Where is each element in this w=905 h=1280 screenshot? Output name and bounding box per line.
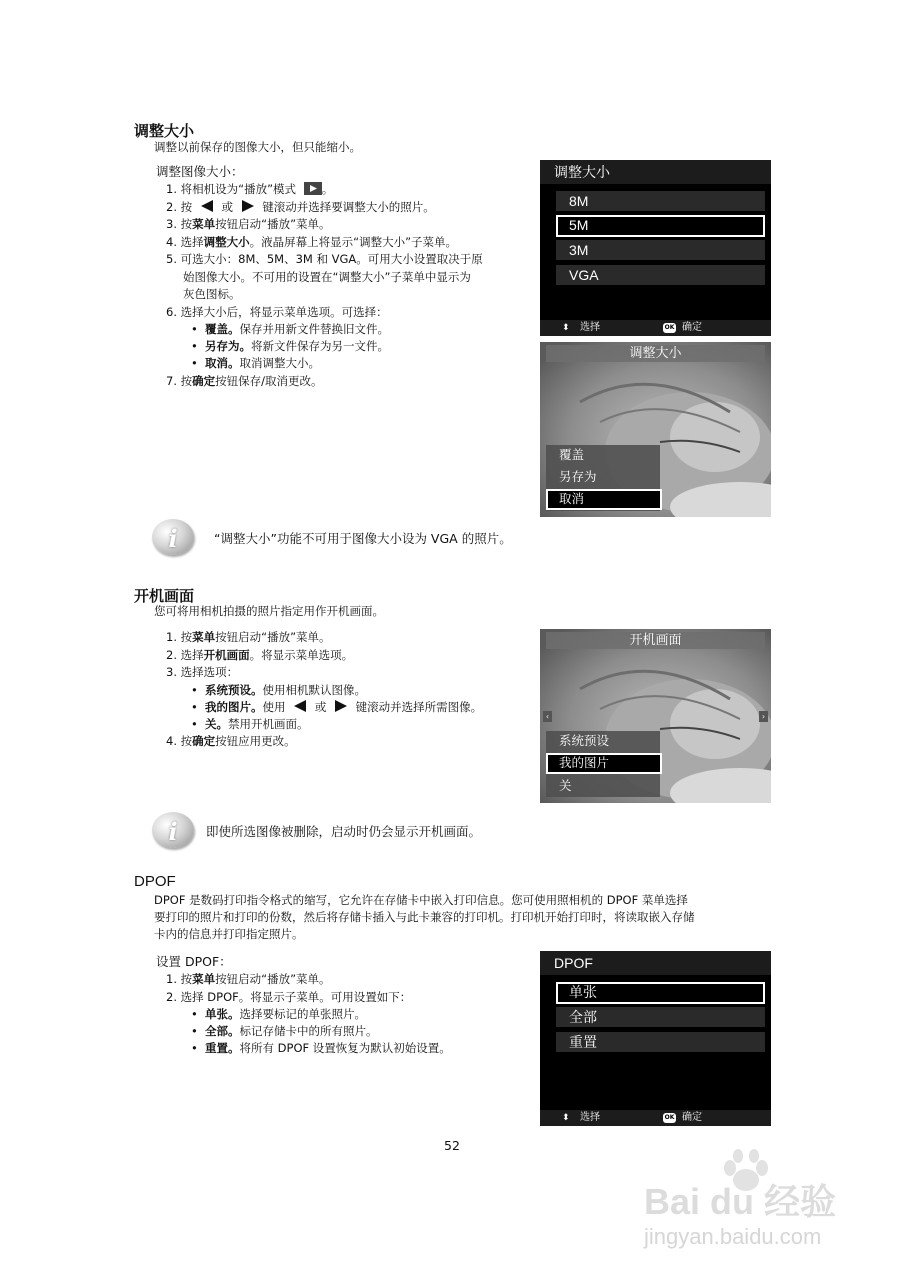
up-down-arrows-icon: ⬍ xyxy=(562,323,570,333)
baidu-watermark xyxy=(640,1148,880,1258)
info-note-icon: i xyxy=(152,519,194,555)
dpof-menu-item-reset[interactable]: 重置 xyxy=(556,1032,765,1052)
dpof-step-2: 2. 选择 DPOF。将显示子菜单。可用设置如下： xyxy=(166,989,412,1004)
startup-photo-screen xyxy=(540,629,771,803)
chevron-left-icon[interactable]: ‹ xyxy=(543,711,552,722)
resize-step-3: 3. 按菜单按钮启动“播放”菜单。 xyxy=(166,217,331,231)
footer-ok-label: 确定 xyxy=(682,1112,702,1123)
dpof-intro-line3: 卡内的信息并打印指定照片。 xyxy=(154,927,304,941)
dpof-menu-item-single[interactable]: 单张 xyxy=(556,982,765,1004)
resize-menu-screen xyxy=(540,160,771,336)
dpof-menu-title: DPOF xyxy=(540,951,771,975)
dpof-steps xyxy=(166,971,411,1006)
dpof-bullet-all: • 全部。标记存储卡中的所有照片。 xyxy=(205,1023,378,1041)
resize-menu-item-5m[interactable]: 5M xyxy=(556,215,765,237)
watermark-brand: Bai du 经验 xyxy=(644,1181,837,1222)
resize-option-cancel[interactable]: 取消 xyxy=(546,489,662,510)
resize-step-5-cont2: 灰色图标。 xyxy=(183,287,241,301)
startup-option-mypicture[interactable]: 我的图片 xyxy=(546,753,662,774)
dpof-menu-screen xyxy=(540,951,771,1126)
resize-step-5-cont: 始图像大小。不可用的设置在“调整大小”子菜单中显示为 xyxy=(183,269,471,284)
resize-bullet-saveas: • 另存为。将新文件保存为另一文件。 xyxy=(205,338,389,356)
right-triangle-icon xyxy=(241,200,255,212)
resize-note: “调整大小”功能不可用于图像大小设为 VGA 的照片。 xyxy=(214,531,512,546)
dpof-intro-line2: 要打印的照片和打印的份数，然后将存储卡插入与此卡兼容的打印机。打印机开始打印时，将读取嵌入存储 xyxy=(154,910,695,924)
resize-bullet-cancel: • 取消。取消调整大小。 xyxy=(205,355,320,373)
resize-option-overwrite[interactable]: 覆盖 xyxy=(559,447,585,462)
footer-ok-label: 确定 xyxy=(682,322,702,333)
startup-bullet-default: • 系统预设。使用相机默认图像。 xyxy=(205,682,366,700)
resize-menu-item-vga[interactable]: VGA xyxy=(556,265,765,285)
resize-step-6: 6. 选择大小后，将显示菜单选项。可选择： xyxy=(166,304,388,319)
startup-intro: 您可将用相机拍摄的照片指定用作开机画面。 xyxy=(154,604,384,618)
chevron-right-icon[interactable]: › xyxy=(759,711,768,722)
ok-button-icon: OK xyxy=(664,1114,675,1121)
dpof-step-1: 1. 按菜单按钮启动“播放”菜单。 xyxy=(166,972,331,986)
startup-photo-title: 开机画面 xyxy=(546,632,765,649)
dpof-bullet-reset: • 重置。将所有 DPOF 设置恢复为默认初始设置。 xyxy=(205,1040,451,1058)
resize-menu-item-8m[interactable]: 8M xyxy=(556,191,765,211)
section-heading-resize: 调整大小 xyxy=(134,122,195,140)
up-down-arrows-icon: ⬍ xyxy=(562,1113,570,1123)
dpof-menu-item-all[interactable]: 全部 xyxy=(556,1007,765,1027)
section-heading-dpof: DPOF xyxy=(134,873,176,890)
resize-step-7: 7. 按确定按钮保存/取消更改。 xyxy=(166,374,323,388)
page-number: 52 xyxy=(444,1138,460,1153)
startup-step-4: 4. 按确定按钮应用更改。 xyxy=(166,734,296,748)
right-triangle-icon xyxy=(334,700,348,712)
watermark-url: jingyan.baidu.com xyxy=(644,1224,822,1249)
resize-step-4: 4. 选择调整大小。液晶屏幕上将显示“调整大小”子菜单。 xyxy=(166,234,458,249)
startup-steps xyxy=(166,629,353,682)
resize-bullet-overwrite: • 覆盖。保存并用新文件替换旧文件。 xyxy=(205,321,389,339)
resize-step-2: 2. 按 或 键滚动并选择要调整大小的照片。 xyxy=(166,199,435,214)
resize-photo-screen xyxy=(540,342,771,517)
ok-button-icon: OK xyxy=(664,324,675,331)
left-triangle-icon xyxy=(200,200,214,212)
resize-menu-item-3m[interactable]: 3M xyxy=(556,240,765,260)
section-heading-startup: 开机画面 xyxy=(134,587,195,605)
info-note-icon: i xyxy=(152,812,194,848)
left-triangle-icon xyxy=(293,700,307,712)
dpof-subheading: 设置 DPOF： xyxy=(156,954,232,969)
startup-step-2: 2. 选择开机画面。将显示菜单选项。 xyxy=(166,647,354,662)
startup-note: 即使所选图像被删除，启动时仍会显示开机画面。 xyxy=(206,824,482,839)
dpof-intro-line1: DPOF 是数码打印指令格式的缩写，它允许在存储卡中嵌入打印信息。您可使用照相机的 DPOF 菜单选择 xyxy=(154,893,688,907)
play-mode-icon xyxy=(304,182,322,195)
footer-select-label: 选择 xyxy=(580,1112,600,1123)
startup-bullet-off: • 关。禁用开机画面。 xyxy=(205,716,309,734)
resize-steps xyxy=(166,181,483,321)
resize-step-5: 5. 可选大小：8M、5M、3M 和 VGA。可用大小设置取决于原 xyxy=(166,252,483,266)
resize-menu-footer xyxy=(540,320,771,336)
startup-step-1: 1. 按菜单按钮启动“播放”菜单。 xyxy=(166,630,331,644)
startup-option-default[interactable]: 系统预设 xyxy=(559,733,610,748)
resize-photo-title: 调整大小 xyxy=(546,345,765,362)
resize-menu-title: 调整大小 xyxy=(540,160,771,184)
resize-option-saveas[interactable]: 另存为 xyxy=(559,469,597,484)
startup-bullet-mypicture: • 我的图片。使用 或 键滚动并选择所需图像。 xyxy=(205,699,482,717)
resize-step-1: 1. 将相机设为“播放”模式 。 xyxy=(166,182,334,196)
dpof-menu-footer xyxy=(540,1110,771,1126)
startup-option-off[interactable]: 关 xyxy=(559,778,572,793)
startup-step-3: 3. 选择选项： xyxy=(166,665,239,679)
resize-subheading: 调整图像大小： xyxy=(156,164,244,179)
dpof-bullet-single: • 单张。选择要标记的单张照片。 xyxy=(205,1006,366,1024)
footer-select-label: 选择 xyxy=(580,322,600,333)
resize-intro: 调整以前保存的图像大小，但只能缩小。 xyxy=(154,140,361,154)
